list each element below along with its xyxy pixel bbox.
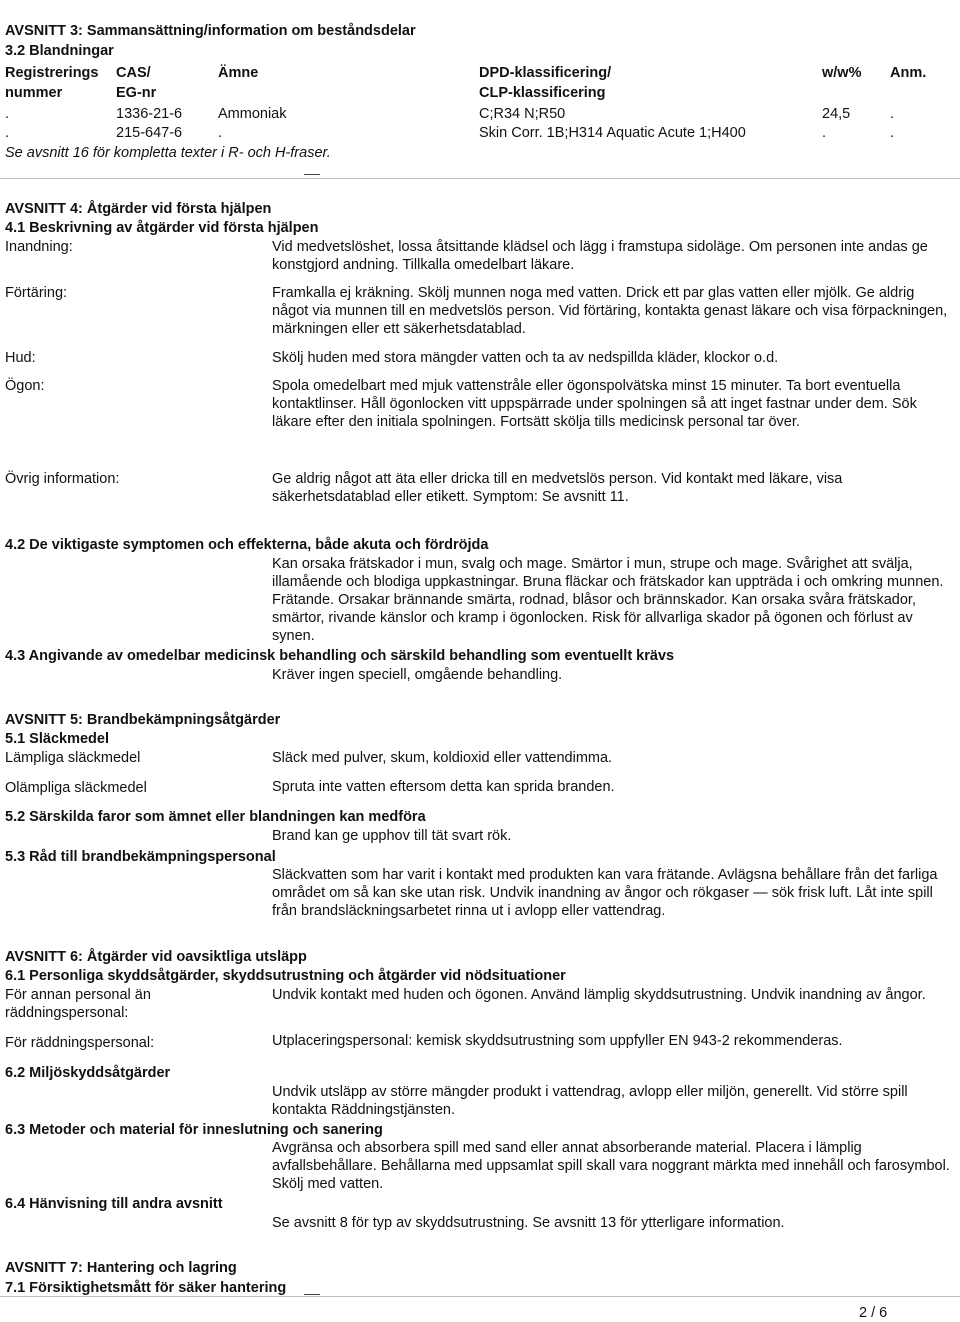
section-6-4-heading: 6.4 Hänvisning till andra avsnitt xyxy=(5,1196,223,1212)
cell-klass: C;R34 N;R50 xyxy=(479,106,566,122)
cell-ww: 24,5 xyxy=(822,106,851,122)
eyes-label: Ögon: xyxy=(5,378,45,394)
cell-amne: . xyxy=(218,125,223,141)
separator-tick xyxy=(304,174,320,175)
section-3-2-heading: 3.2 Blandningar xyxy=(5,43,114,59)
section-4-2-heading: 4.2 De viktigaste symptomen och effekterna, både akuta och fördröjda xyxy=(5,537,489,553)
cell-reg: . xyxy=(5,106,10,122)
col-header-cas: CAS/ xyxy=(116,65,151,81)
section-4-3-text: Kräver ingen speciell, omgående behandling. xyxy=(272,667,563,683)
section-5-1-heading: 5.1 Släckmedel xyxy=(5,731,109,747)
col-header-ww: w/w% xyxy=(822,65,862,81)
section-4-1-heading: 4.1 Beskrivning av åtgärder vid första hjälpen xyxy=(5,220,319,236)
section-5-2-heading: 5.2 Särskilda faror som ämnet eller blandningen kan medföra xyxy=(5,809,426,825)
col-header-anm: Anm. xyxy=(890,65,927,81)
section-6-2-heading: 6.2 Miljöskyddsåtgärder xyxy=(5,1065,171,1081)
section-6-1-heading: 6.1 Personliga skyddsåtgärder, skyddsutrustning och åtgärder vid nödsituationer xyxy=(5,968,566,984)
suitable-media-text: Släck med pulver, skum, koldioxid eller vattendimma. xyxy=(272,750,613,766)
col-header-eg: EG-nr xyxy=(116,85,157,101)
section-4-heading: AVSNITT 4: Åtgärder vid första hjälpen xyxy=(5,201,272,217)
other-info-text: Ge aldrig något att äta eller dricka till en medvetslös person. Vid kontakt med läkare, visa säkerhetsdatablad eller etikett. Symptom: Se avsnitt 11. xyxy=(272,471,843,505)
section-5-3-heading: 5.3 Råd till brandbekämpningspersonal xyxy=(5,849,276,865)
cell-reg: . xyxy=(5,125,10,141)
inhalation-text: Vid medvetslöshet, lossa åtsittande klädsel och lägg i framstupa sidoläge. Om personen inte andas ge konstgjord andning. Tillkalla omedelbart läkare. xyxy=(272,239,928,273)
non-emergency-personnel-label: För annan personal än räddningspersonal: xyxy=(5,987,151,1021)
cell-anm: . xyxy=(890,106,895,122)
section-7-heading: AVSNITT 7: Hantering och lagring xyxy=(5,1260,237,1276)
cell-cas: 215-647-6 xyxy=(116,125,183,141)
ingestion-text: Framkalla ej kräkning. Skölj munnen noga med vatten. Drick ett par glas vatten eller mjölk. Ge aldrig något via munnen till en medvetslös person. Vid förtäring, kontakta genast läkare och visa förpackningen, märkningen eller ett säkerhetsdatablad. xyxy=(272,285,948,337)
separator-tick xyxy=(304,1294,320,1295)
skin-label: Hud: xyxy=(5,350,36,366)
section-4-2-text: Kan orsaka frätskador i mun, svalg och mage. Smärtor i mun, strupe och mage. Svårighet att svälja, illamående och blodiga uppkastningar. Bruna fläckar och frätskador kan uppträda i och omkring munnen. Frätande. Orsakar brännande smärta, rodnad, blåsor och brännskador. Kan orsaka svåra frätskador, smärtor, rivande känslor och kramp i ögonlocken. Risk för allvarliga skador på ögonen och förlust av synen. xyxy=(272,556,944,644)
col-header-clp: CLP-klassificering xyxy=(479,85,606,101)
cell-amne: Ammoniak xyxy=(218,106,287,122)
section-6-heading: AVSNITT 6: Åtgärder vid oavsiktliga utsläpp xyxy=(5,949,307,965)
section-6-3-text: Avgränsa och absorbera spill med sand eller annat absorberande material. Placera i lämplig avfallsbehållare. Behållarna med uppsamlat spill skall vara noggrant märkta med innehåll och farosymbol. Skölj med vatten. xyxy=(272,1140,950,1192)
col-header-reg-2: nummer xyxy=(5,85,63,101)
cell-cas: 1336-21-6 xyxy=(116,106,183,122)
unsuitable-media-text: Spruta inte vatten eftersom detta kan sprida branden. xyxy=(272,779,615,795)
inhalation-label: Inandning: xyxy=(5,239,73,255)
non-emergency-personnel-text: Undvik kontakt med huden och ögonen. Använd lämplig skyddsutrustning. Undvik inandning av ångor. xyxy=(272,987,926,1003)
cell-klass: Skin Corr. 1B;H314 Aquatic Acute 1;H400 xyxy=(479,125,746,141)
section-4-3-heading: 4.3 Angivande av omedelbar medicinsk behandling och särskild behandling som eventuellt krävs xyxy=(5,648,675,664)
col-header-reg-1: Registrerings xyxy=(5,65,99,81)
emergency-responders-text: Utplaceringspersonal: kemisk skyddsutrustning som uppfyller EN 943-2 rekommenderas. xyxy=(272,1033,843,1049)
cell-ww: . xyxy=(822,125,827,141)
page-number: 2 / 6 xyxy=(859,1305,888,1321)
unsuitable-media-label: Olämpliga släckmedel xyxy=(5,780,147,796)
section-7-1-heading: 7.1 Försiktighetsmått för säker hantering xyxy=(5,1280,287,1296)
suitable-media-label: Lämpliga släckmedel xyxy=(5,750,141,766)
footer-divider xyxy=(0,1296,960,1297)
col-header-amne: Ämne xyxy=(218,65,259,81)
section-3-heading: AVSNITT 3: Sammansättning/information om beståndsdelar xyxy=(5,23,416,39)
section-5-2-text: Brand kan ge upphov till tät svart rök. xyxy=(272,828,512,844)
section-6-2-text: Undvik utsläpp av större mängder produkt i vattendrag, avlopp eller miljön, generellt. Vid större spill kontakta Räddningstjänsten. xyxy=(272,1084,908,1118)
other-info-label: Övrig information: xyxy=(5,471,120,487)
section-6-3-heading: 6.3 Metoder och material för inneslutning och sanering xyxy=(5,1122,383,1138)
section-5-heading: AVSNITT 5: Brandbekämpningsåtgärder xyxy=(5,712,281,728)
skin-text: Skölj huden med stora mängder vatten och ta av nedspillda kläder, klockor o.d. xyxy=(272,350,779,366)
ingestion-label: Förtäring: xyxy=(5,285,68,301)
eyes-text: Spola omedelbart med mjuk vattenstråle eller ögonspolvätska minst 15 minuter. Ta bort eventuella kontaktlinser. Håll ögonlocken vitt uppspärrade under spolningen så att inget fastnar under dem. Sök läkare efter den initiala spolningen. Fortsätt skölja tills medicinsk personal tar över. xyxy=(272,378,917,430)
section-6-4-text: Se avsnitt 8 för typ av skyddsutrustning. Se avsnitt 13 för ytterligare information. xyxy=(272,1215,785,1231)
r-h-phrases-note: Se avsnitt 16 för kompletta texter i R- och H-fraser. xyxy=(5,145,331,161)
cell-anm: . xyxy=(890,125,895,141)
emergency-responders-label: För räddningspersonal: xyxy=(5,1035,155,1051)
section-divider xyxy=(0,178,960,179)
section-5-3-text: Släckvatten som har varit i kontakt med produkten kan vara frätande. Avlägsna behållare från det farliga området om så kan ske utan risk. Undvik inandning av ångor och rökgaser — sök frisk luft. Låt inte spill från brandsläckningsarbetet rinna ut i avlopp eller vattendrag. xyxy=(272,867,938,919)
col-header-dpd: DPD-klassificering/ xyxy=(479,65,612,81)
